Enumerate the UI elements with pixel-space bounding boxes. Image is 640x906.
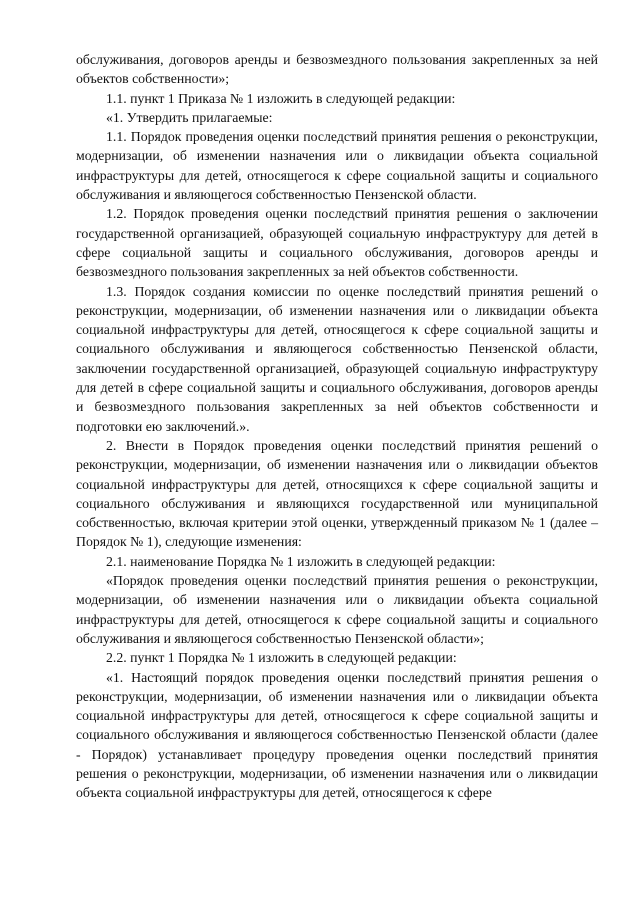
paragraph-approve: «1. Утвердить прилагаемые: <box>106 109 273 125</box>
paragraph-2-1-title: «Порядок проведения оценки последствий принятия решения о реконструкции, модернизации, об изменении назначения или о ликвидации объекта социальной инфраструктуры для детей, относящегося к сфере социальной защиты и социального обслуживания и являющегося собственностью Пензенской области»; <box>76 573 598 646</box>
paragraph-approve-1-1: 1.1. Порядок проведения оценки последствий принятия решения о реконструкции, модернизации, об изменении назначения или о ликвидации объекта социальной инфраструктуры для детей, относящегося к сфере социальной защиты и социального обслуживания и являющегося собственностью Пензенской области. <box>76 129 598 203</box>
paragraph-continuation: обслуживания, договоров аренды и безвозмездного пользования закрепленных за ней объектов собственности»; <box>76 52 598 87</box>
paragraph-approve-1-3: 1.3. Порядок создания комиссии по оценке последствий принятия решений о реконструкции, модернизации, об изменении назначения или о ликвидации объекта социальной инфраструктуры для детей, относящегося к сфере социальной защиты и социального обслуживания и являющегося собственностью Пензенской области, заключении государственной организацией, образующей социальную инфраструктуру для детей в сфере социальной защиты и социального обслуживания, договоров аренды и безвозмездного пользования закрепленных за ней объектов собственности и подготовки ею заключений.». <box>76 283 598 434</box>
paragraph-2-2-text: «1. Настоящий порядок проведения оценки последствий принятия решения о реконструкции, модернизации, об изменении назначения или о ликвидации объекта социальной инфраструктуры для детей, относящегося к сфере социальной защиты и социального обслуживания и являющегося собственностью Пензенской области (далее - Порядок) устанавливает процедуру проведения оценки последствий принятия решения о реконструкции, модернизации, об изменении назначения или о ликвидации объекта социальной инфраструктуры для детей, относящегося к сфере <box>76 669 598 801</box>
document-body <box>76 50 598 803</box>
paragraph-approve-1-2: 1.2. Порядок проведения оценки последствий принятия решения о заключении государственной организацией, образующей социальную инфраструктуру для детей в сфере социальной защиты и социального обслуживания, договоров аренды и безвозмездного пользования закрепленных за ней объектов собственности. <box>76 206 598 280</box>
paragraph-2-1: 2.1. наименование Порядка № 1 изложить в следующей редакции: <box>106 553 496 569</box>
paragraph-1-1: 1.1. пункт 1 Приказа № 1 изложить в следующей редакции: <box>106 90 456 106</box>
paragraph-2: 2. Внести в Порядок проведения оценки последствий принятия решений о реконструкции, модернизации, об изменении назначения или о ликвидации объектов социальной инфраструктуры для детей, относящихся к сфере социальной защиты и социального обслуживания и являющихся государственной или муниципальной собственностью, включая критерии этой оценки, утвержденный приказом № 1 (далее – Порядок № 1), следующие изменения: <box>76 437 598 550</box>
paragraph-2-2: 2.2. пункт 1 Порядка № 1 изложить в следующей редакции: <box>106 650 457 666</box>
